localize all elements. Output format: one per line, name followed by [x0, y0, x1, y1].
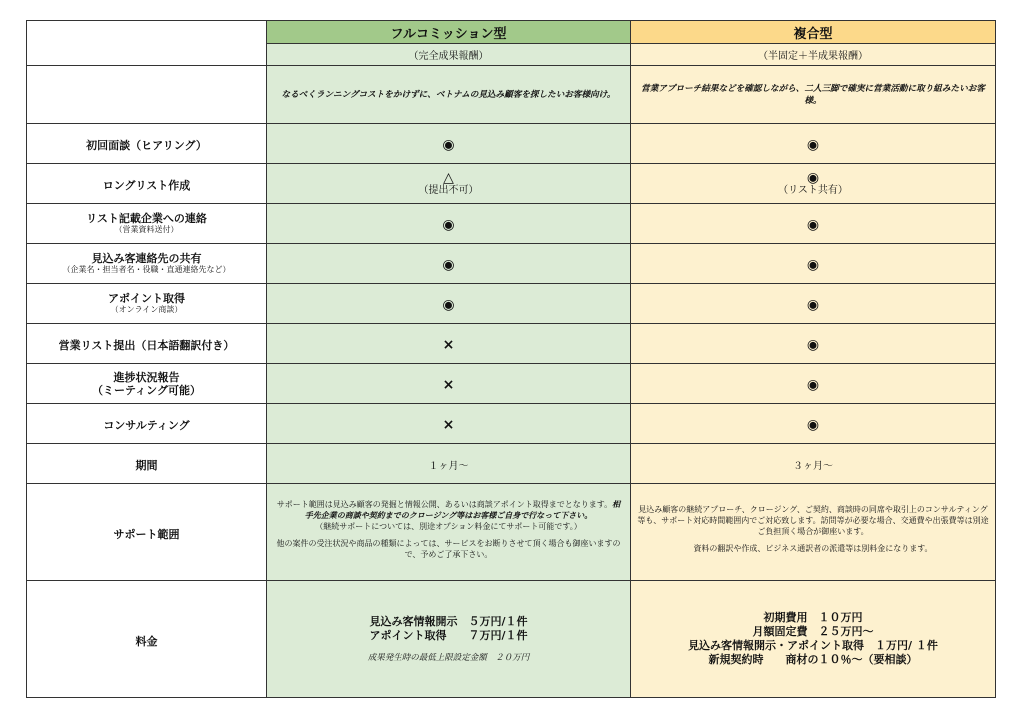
plan-b-fee — [631, 581, 996, 698]
plan-a-note: （提出不可） — [418, 184, 479, 196]
plan-comparison-table — [26, 20, 996, 698]
table-row — [27, 284, 996, 324]
plan-b-support-text: 見込み顧客の継続アプローチ、クロージング、ご契約、商談時の同席や取引上のコンサルティング等も、サポート対応時間範囲内でご対応致します。訪問等が必要な場合、交通費や出張費等は別途ご負担頂く場合が御座います。 — [637, 505, 989, 536]
row-label: 見込み客連絡先の共有 — [91, 252, 202, 265]
plan-b-period: ３ヶ月〜 — [793, 461, 833, 472]
plan-b-mark: ◉ — [806, 377, 820, 393]
plan-b-mark: ◉ — [806, 417, 820, 433]
plan-a-mark: × — [442, 337, 455, 353]
support-row — [27, 484, 996, 581]
fee-label: 料金 — [135, 634, 158, 648]
plan-a-support-note: 他の案件の受注状況や商品の種類によっては、サービスをお断りさせて頂く場合も御座いますので、予めご了承下さい。 — [276, 538, 621, 559]
row-sublabel: （オンライン商談） — [110, 305, 183, 314]
period-label: 期間 — [135, 459, 158, 472]
plan-a-support-text: サポート範囲は見込み顧客の発掘と情報公開、あるいは商談アポイント取得までとなります。 — [276, 499, 613, 509]
plan-b-subtitle: （半固定＋半成果報酬） — [631, 44, 996, 66]
plan-a-mark: ◉ — [442, 137, 455, 153]
plan-b-mark: ◉ — [806, 297, 820, 313]
row-label: ロングリスト作成 — [102, 179, 191, 192]
plan-a-mark: ◉ — [442, 217, 455, 233]
row-label-line2: （ミーティング可能） — [92, 383, 201, 397]
plan-a-description: なるべくランニングコストをかけずに、ベトナムの見込み顧客を探したいお客様向け。 — [267, 66, 631, 124]
row-label: 営業リスト提出（日本語翻訳付き） — [58, 339, 235, 352]
row-label: 進捗状況報告 — [113, 370, 180, 384]
plan-b-mark: ◉ — [806, 337, 820, 353]
row-label: アポイント取得 — [108, 292, 185, 305]
fee-line: 見込み客情報開示 ５万円/１件 — [369, 615, 528, 628]
plan-a-mark: ◉ — [442, 297, 455, 313]
table-row — [27, 364, 996, 404]
corner-cell — [27, 21, 267, 66]
plan-a-mark: × — [442, 417, 455, 433]
row-label: リスト記載企業への連絡 — [86, 212, 207, 225]
plan-a-fee — [267, 581, 631, 698]
plan-b-description: 営業アプローチ結果などを確認しながら、二人三脚で確実に営業活動に取り組みたいお客様。 — [631, 66, 996, 124]
row-sublabel: （営業資料送付） — [114, 225, 179, 234]
plan-b-support — [631, 484, 996, 581]
support-label: サポート範囲 — [113, 527, 180, 541]
fee-line: 新規契約時 商材の１０％〜（要相談） — [708, 653, 918, 666]
plan-a-support-tail: （継続サポートについては、別途オプション料金にてサポート可能です。） — [315, 521, 582, 531]
table-row — [27, 324, 996, 364]
fee-line: 見込み客情報開示・アポイント取得 １万円/ １件 — [688, 639, 938, 652]
plan-a-subtitle: （完全成果報酬） — [267, 44, 631, 66]
plan-b-support-note: 資料の翻訳や作成、ビジネス通訳者の派遣等は別料金になります。 — [693, 544, 933, 553]
plan-b-mark: ◉ — [806, 169, 820, 186]
plan-b-note: （リスト共有） — [778, 184, 848, 196]
plan-a-mark: △ — [443, 169, 454, 186]
row-label: 初回面談（ヒアリング） — [86, 139, 207, 152]
table-row — [27, 244, 996, 284]
plan-a-support — [267, 484, 631, 581]
table-row — [27, 124, 996, 164]
plan-a-name: フルコミッション型 — [267, 21, 631, 44]
fee-line: 初期費用 １０万円 — [763, 611, 863, 624]
row-sublabel: （企業名・担当者名・役職・直通連絡先など） — [62, 265, 231, 274]
row-label: コンサルティング — [103, 419, 190, 432]
plan-b-name: 複合型 — [631, 21, 996, 44]
table-row — [27, 404, 996, 444]
fee-line: 月額固定費 ２５万円〜 — [752, 625, 874, 638]
plan-a-period: １ヶ月〜 — [428, 461, 469, 472]
plan-a-mark: × — [442, 377, 455, 393]
plan-b-mark: ◉ — [806, 217, 820, 233]
table-row — [27, 164, 996, 204]
description-label-cell — [27, 66, 267, 124]
plan-b-mark: ◉ — [806, 257, 820, 273]
plan-a-min-fee: 成果発生時の最低上限設定金額 ２０万円 — [367, 653, 530, 663]
plan-b-mark: ◉ — [806, 137, 820, 153]
plan-a-support-emphasis: 相手先企業の商談や契約までのクロージング等はお客様ご自身で行なって下さい。 — [304, 499, 621, 520]
fee-row — [27, 581, 996, 698]
period-row — [27, 444, 996, 484]
plan-a-mark: ◉ — [442, 257, 455, 273]
table-row — [27, 204, 996, 244]
fee-line: アポイント取得 ７万円/１件 — [369, 629, 528, 642]
